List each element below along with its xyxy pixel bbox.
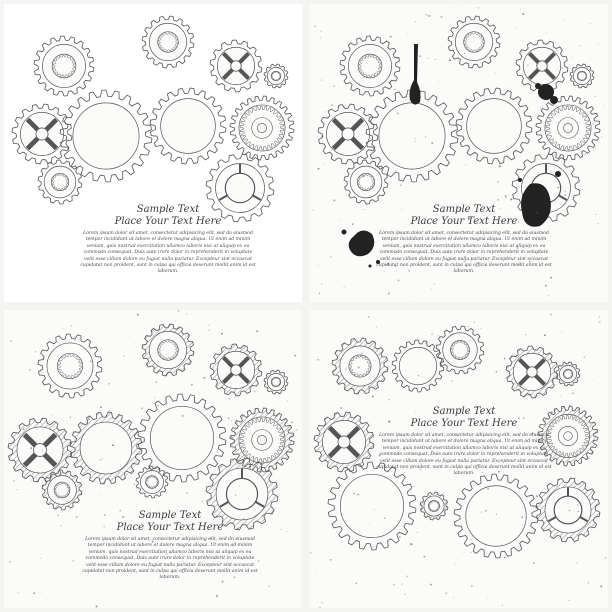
- gears-group: [8, 324, 294, 530]
- gear-shape: [264, 370, 288, 394]
- gear-shape: [318, 104, 378, 164]
- poster-panel-hatched-gears: [4, 310, 302, 608]
- gear-shape: [454, 474, 538, 558]
- gear-shape: [420, 492, 448, 520]
- text-block: [374, 406, 554, 478]
- gear-shape: [210, 344, 262, 396]
- gear-shape: [210, 40, 262, 92]
- ink-blob-left: [349, 230, 375, 256]
- gear-shape: [264, 64, 288, 88]
- gear-shape: [150, 88, 226, 164]
- sample-title: Sample Text: [138, 510, 202, 521]
- gear-shape: [456, 88, 532, 164]
- sample-body: Lorem ipsum dolor sit amet, consectetur adipisicing elit, sed do eiusmod tempor incididunt ut labore et dolore magna aliqua. Ut enim ad minim veniam, quis nostrud exercitation ullamco laboris nisi ut aliquip ex ea commodo consequat. Duis aute irure dolor in reprehenderit in voluptate velit esse cillum dolore eu fugiat nulla pariatur. Excepteur sint occaecat cupidatat non proident, sunt in culpa qui officia deserunt mollit anim id est laborum.: [376, 433, 552, 477]
- sample-title: Sample Text: [432, 406, 496, 417]
- gear-shape: [340, 36, 400, 96]
- text-block: [78, 204, 258, 276]
- poster-panel-ink-splatter: [310, 4, 608, 302]
- ink-drip-top: [410, 44, 421, 105]
- gear-shape: [230, 96, 294, 160]
- gear-shape: [38, 160, 82, 204]
- gear-shape: [138, 394, 226, 482]
- gear-shape: [536, 96, 600, 160]
- gear-shape: [448, 16, 500, 68]
- gear-shape: [314, 412, 374, 472]
- poster-panel-outline-gears: [4, 4, 302, 302]
- text-block: [374, 204, 554, 276]
- sample-body: Lorem ipsum dolor sit amet, consectetur adipisicing elit, sed do eiusmod tempor incididunt ut labore et dolore magna aliqua. Ut enim ad minim veniam, quis nostrud exercitation ullamco laboris nisi ut aliquip ex ea commodo consequat. Duis aute irure dolor in reprehenderit in voluptate velit esse cillum dolore eu fugiat nulla pariatur. Excepteur sint occaecat cupidatat non proident, sunt in culpa qui officia deserunt mollit anim id est laborum.: [80, 231, 256, 275]
- gear-shape: [344, 160, 388, 204]
- sample-subtitle: Place Your Text Here: [410, 418, 518, 429]
- gear-shape: [436, 326, 484, 374]
- gear-shape: [34, 36, 94, 96]
- sample-subtitle: Place Your Text Here: [116, 522, 224, 533]
- gear-shape: [12, 104, 72, 164]
- gear-shape: [142, 16, 194, 68]
- gear-shape: [332, 338, 388, 394]
- gear-shape: [38, 334, 102, 398]
- gear-shape: [366, 90, 458, 182]
- gear-shape: [506, 346, 558, 398]
- text-block: [80, 510, 260, 582]
- poster-panel-hatched-grunge: [310, 310, 608, 608]
- gear-shape: [60, 90, 152, 182]
- gear-shape: [230, 408, 294, 472]
- gear-shape: [136, 466, 168, 498]
- gears-group: [12, 16, 294, 222]
- sample-title: Sample Text: [136, 204, 200, 215]
- gear-shape: [516, 40, 568, 92]
- gear-shape: [70, 412, 142, 484]
- gear-shape: [556, 362, 580, 386]
- sample-body: Lorem ipsum dolor sit amet, consectetur adipisicing elit, sed do eiusmod tempor incididunt ut labore et dolore magna aliqua. Ut enim ad minim veniam, quis nostrud exercitation ullamco laboris nisi ut aliquip ex ea commodo consequat. Duis aute irure dolor in reprehenderit in voluptate velit esse cillum dolore eu fugiat nulla pariatur. Excepteur sint occaecat cupidatat non proident, sunt in culpa qui officia deserunt mollit anim id est laborum.: [376, 231, 552, 275]
- sample-subtitle: Place Your Text Here: [114, 216, 222, 227]
- sample-title: Sample Text: [432, 204, 496, 215]
- gear-shape: [536, 478, 600, 542]
- sample-body: Lorem ipsum dolor sit amet, consectetur adipisicing elit, sed do eiusmod tempor incididunt ut labore et dolore magna aliqua. Ut enim ad minim veniam, quis nostrud exercitation ullamco laboris nisi ut aliquip ex ea commodo consequat. Duis aute irure dolor in reprehenderit in voluptate velit esse cillum dolore eu fugiat nulla pariatur. Excepteur sint occaecat cupidatat non proident, sunt in culpa qui officia deserunt mollit anim id est laborum.: [82, 537, 258, 581]
- gear-shape: [142, 324, 194, 376]
- gear-shape: [570, 64, 594, 88]
- gears-group: [318, 16, 600, 222]
- sample-subtitle: Place Your Text Here: [410, 216, 518, 227]
